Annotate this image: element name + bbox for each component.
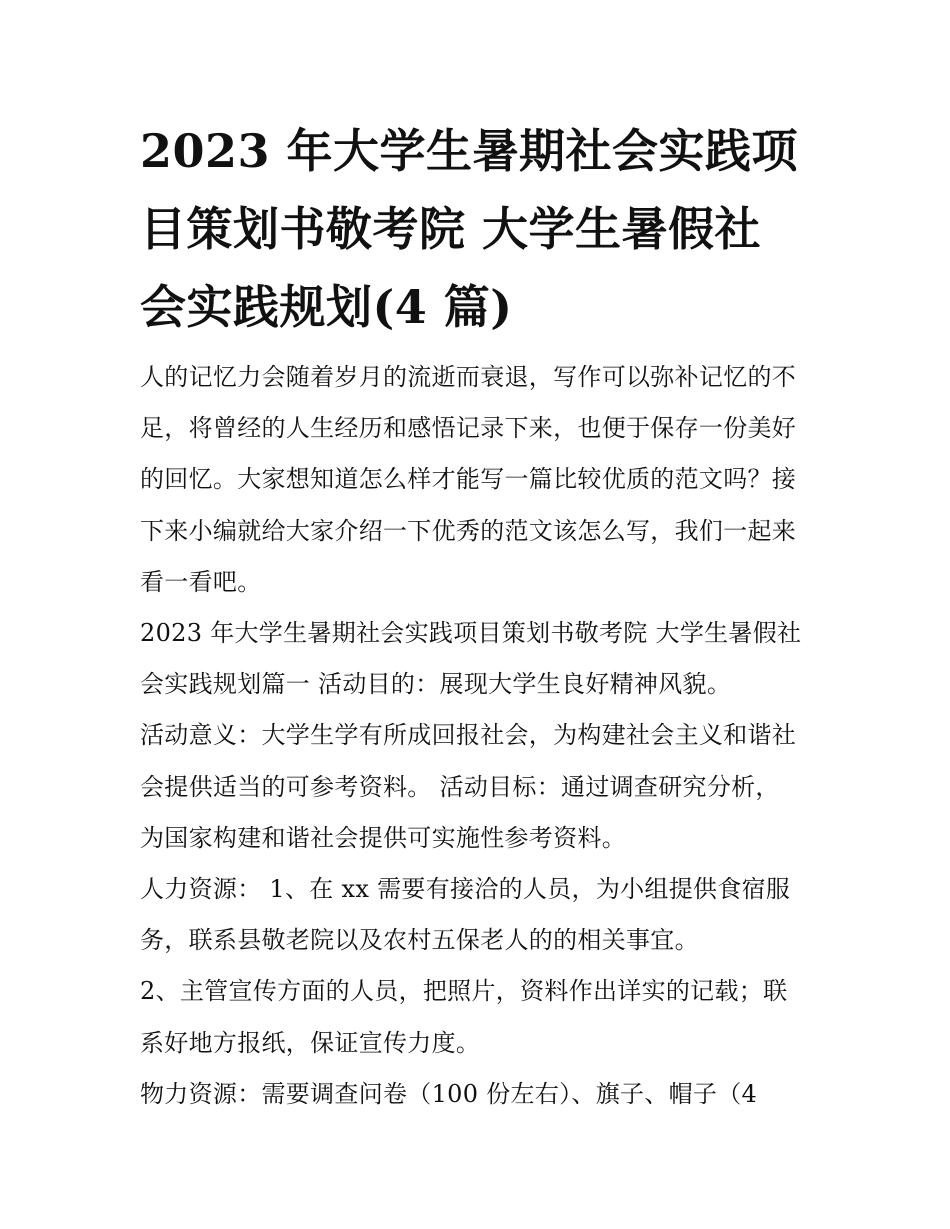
paragraph-publicity-staff: 2、主管宣传方面的人员，把照片，资料作出详实的记载；联 系好地方报纸，保证宣传力度。 [140,977,788,1057]
document-body [140,352,820,1120]
paragraph-intro: 人的记忆力会随着岁月的流逝而衰退，写作可以弥补记忆的不 足，将曾经的人生经历和感悟记录下来，也便于保存一份美好 的回忆。大家想知道怎么样才能写一篇比较优质的范文吗？接 下来小编就给大家介绍一下优秀的范文该怎么写，我们一起来 看一看吧。 [140,363,797,596]
paragraph-activity-significance: 活动意义：大学生学有所成回报社会，为构建社会主义和谐社 会提供适当的可参考资料。 活动目标：通过调查研究分析， 为国家构建和谐社会提供可实施性参考资料。 [140,721,797,852]
document-title: 2023 年大学生暑期社会实践项 目策划书敬考院 大学生暑假社 会实践规划(4 篇) [140,124,799,334]
paragraph-material-resources: 物力资源：需要调查问卷（100 份左右）、旗子、帽子（4 [140,1079,758,1108]
paragraph-activity-purpose: 2023 年大学生暑期社会实践项目策划书敬考院 大学生暑假社 会实践规划篇一 活动目的：展现大学生良好精神风貌。 [140,619,802,699]
document-page [140,112,820,1120]
paragraph-human-resources: 人力资源： 1、在 xx 需要有接洽的人员，为小组提供食宿服 务，联系县敬老院以及农村五保老人的的相关事宜。 [140,875,791,955]
